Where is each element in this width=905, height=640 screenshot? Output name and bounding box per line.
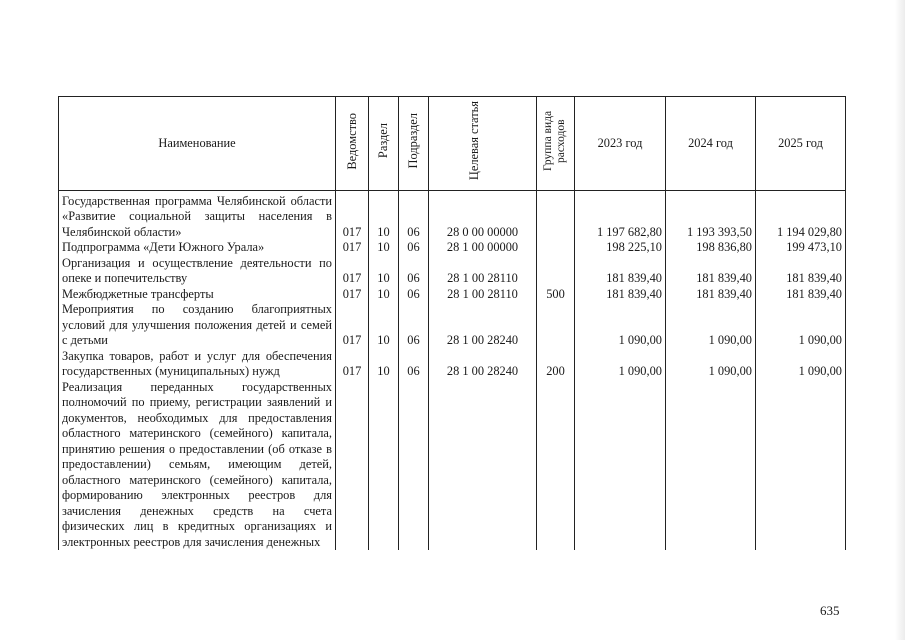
row-razdel: 10 [369,349,399,380]
header-celevaya-statya: Целевая статья [429,97,537,191]
row-podrazdel: 06 [399,190,429,240]
row-celevaya-statya: 28 1 00 28240 [429,349,537,380]
row-value-2024: 198 836,80 [666,240,756,256]
row-vedomstvo: 017 [336,256,369,287]
row-razdel: 10 [369,302,399,349]
row-value-2023: 1 197 682,80 [575,190,666,240]
row-value-2025 [756,380,846,551]
row-gruppa [537,190,575,240]
row-razdel: 10 [369,256,399,287]
table-row [59,349,846,380]
header-year-2024: 2024 год [666,97,756,191]
row-gruppa [537,240,575,256]
row-value-2023: 1 090,00 [575,302,666,349]
row-razdel [369,380,399,551]
row-name: Организация и осуществление деятельности по опеке и попечительству [59,256,336,287]
row-razdel: 10 [369,287,399,303]
row-gruppa [537,380,575,551]
row-vedomstvo [336,380,369,551]
row-celevaya-statya: 28 1 00 28110 [429,256,537,287]
table-row [59,302,846,349]
row-razdel: 10 [369,190,399,240]
row-celevaya-statya: 28 1 00 00000 [429,240,537,256]
row-vedomstvo: 017 [336,190,369,240]
budget-table [58,96,846,550]
row-vedomstvo: 017 [336,287,369,303]
row-value-2024 [666,380,756,551]
row-value-2023 [575,380,666,551]
row-gruppa: 200 [537,349,575,380]
header-year-2023: 2023 год [575,97,666,191]
row-value-2024: 1 090,00 [666,349,756,380]
row-celevaya-statya: 28 0 00 00000 [429,190,537,240]
row-value-2023: 198 225,10 [575,240,666,256]
row-value-2024: 181 839,40 [666,256,756,287]
row-value-2025: 199 473,10 [756,240,846,256]
row-name: Закупка товаров, работ и услуг для обеспечения государственных (муниципальных) нужд [59,349,336,380]
header-vedomstvo: Ведомство [336,97,369,191]
row-name: Межбюджетные трансферты [59,287,336,303]
row-vedomstvo: 017 [336,240,369,256]
row-celevaya-statya [429,380,537,551]
row-podrazdel [399,380,429,551]
row-podrazdel: 06 [399,349,429,380]
row-name: Государственная программа Челябинской области «Развитие социальной защиты населения в Челябинской области» [59,190,336,240]
row-gruppa [537,302,575,349]
header-gruppa-vida-rashodov: Группа вида расходов [537,97,575,191]
table-row [59,240,846,256]
row-podrazdel: 06 [399,287,429,303]
row-value-2025: 181 839,40 [756,287,846,303]
row-value-2025: 1 090,00 [756,302,846,349]
row-name: Подпрограмма «Дети Южного Урала» [59,240,336,256]
header-name: Наименование [59,97,336,191]
row-value-2025: 1 090,00 [756,349,846,380]
row-name: Мероприятия по созданию благоприятных условий для улучшения положения детей и семей с детьми [59,302,336,349]
header-podrazdel: Подраздел [399,97,429,191]
row-value-2024: 181 839,40 [666,287,756,303]
row-vedomstvo: 017 [336,302,369,349]
row-celevaya-statya: 28 1 00 28240 [429,302,537,349]
row-value-2025: 181 839,40 [756,256,846,287]
table-row [59,256,846,287]
row-name: Реализация переданных государственных полномочий по приему, регистрации заявлений и документов, необходимых для предоставления областного материнского (семейного) капитала, принятию решения о предоставлении (об отказе в предоставлении) семьям, имеющим детей, областного материнского (семейного) капитала, формированию электронных реестров для зачисления денежных средств на счета физических лиц в кредитных организациях и электронных реестров для зачисления денежных [59,380,336,551]
header-razdel: Раздел [369,97,399,191]
row-celevaya-statya: 28 1 00 28110 [429,287,537,303]
row-vedomstvo: 017 [336,349,369,380]
row-value-2024: 1 090,00 [666,302,756,349]
row-value-2023: 181 839,40 [575,256,666,287]
table-header-row [59,97,846,191]
header-year-2025: 2025 год [756,97,846,191]
page-number: 635 [820,603,840,618]
table-row [59,190,846,240]
table-row [59,380,846,551]
row-podrazdel: 06 [399,240,429,256]
row-razdel: 10 [369,240,399,256]
row-value-2023: 181 839,40 [575,287,666,303]
row-value-2025: 1 194 029,80 [756,190,846,240]
row-gruppa [537,256,575,287]
scan-edge-shadow [895,0,905,640]
table-row [59,287,846,303]
row-gruppa: 500 [537,287,575,303]
row-value-2023: 1 090,00 [575,349,666,380]
row-value-2024: 1 193 393,50 [666,190,756,240]
row-podrazdel: 06 [399,256,429,287]
row-podrazdel: 06 [399,302,429,349]
